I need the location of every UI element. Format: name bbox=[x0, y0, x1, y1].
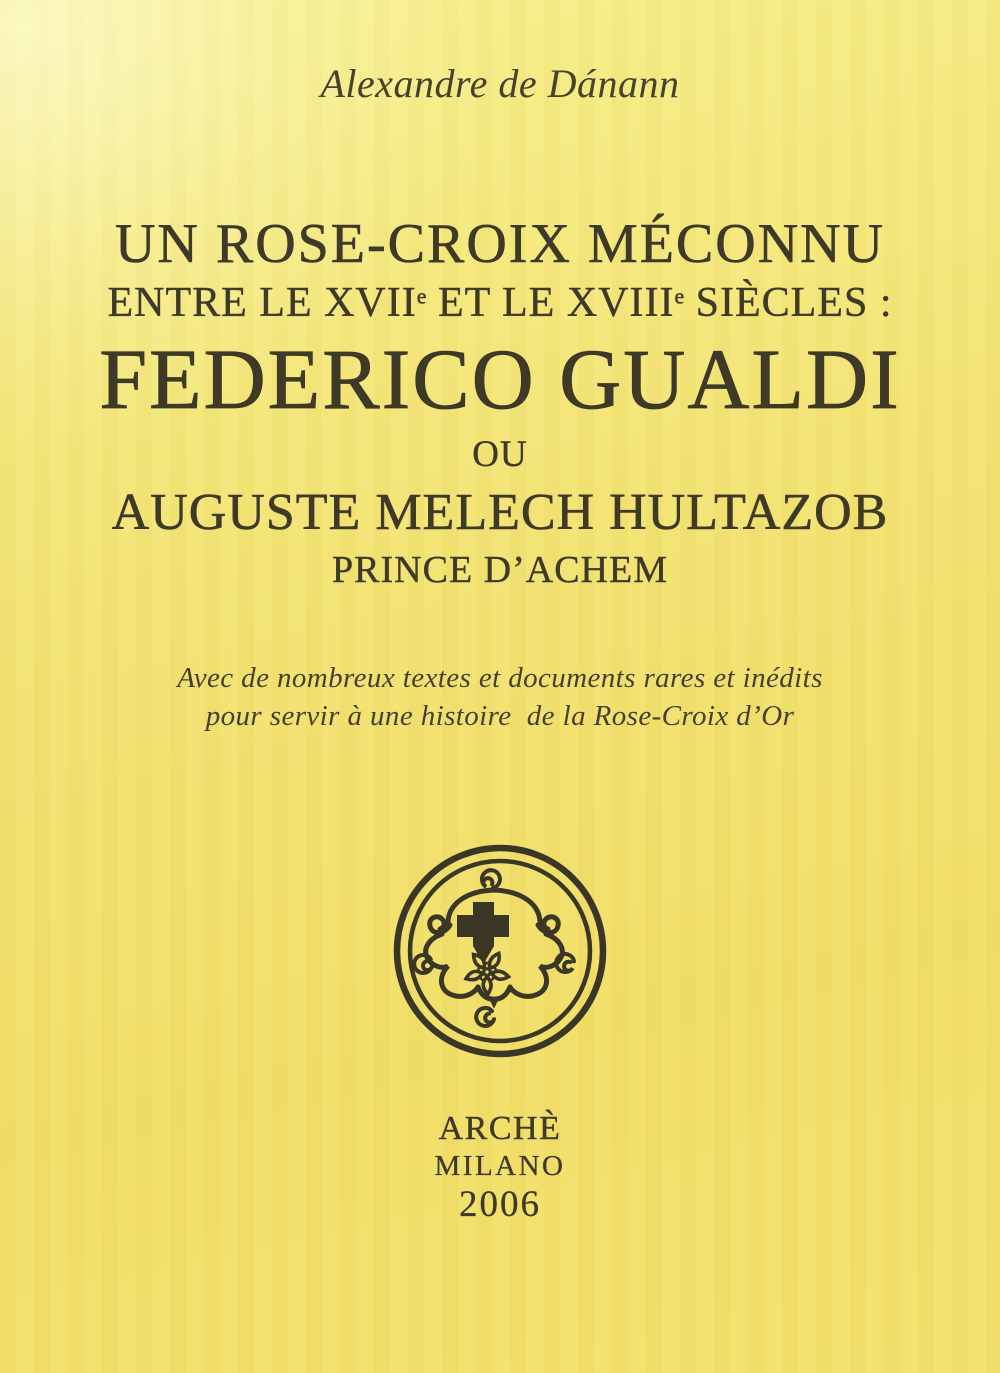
superscript-e-1: e bbox=[416, 284, 427, 309]
title-line-2-mid: ET LE XVIII bbox=[426, 280, 675, 326]
tagline-line-2: pour servir à une histoire de la Rose-Croix d’Or bbox=[205, 700, 795, 732]
author-name: Alexandre de Dánann bbox=[320, 61, 680, 106]
superscript-e-2: e bbox=[674, 284, 685, 309]
rose-cross-seal-icon bbox=[390, 841, 610, 1061]
emblem-rose bbox=[465, 952, 510, 994]
conjunction-ou: OU bbox=[472, 434, 528, 475]
title-line-1: UN ROSE-CROIX MÉCONNU bbox=[114, 213, 886, 275]
publisher-name: ARCHÈ bbox=[438, 1110, 562, 1147]
title-line-2 bbox=[0, 282, 1000, 324]
rank-subtitle: PRINCE D’ACHEM bbox=[332, 549, 668, 591]
publisher-city: MILANO bbox=[434, 1150, 566, 1182]
publication-year: 2006 bbox=[459, 1184, 541, 1225]
emblem-cross bbox=[457, 902, 509, 964]
title-line-2-post: SIÈCLES : bbox=[684, 280, 893, 326]
alternate-title: AUGUSTE MELECH HULTAZOB bbox=[111, 484, 889, 541]
title-line-2-pre: ENTRE LE XVII bbox=[107, 280, 417, 326]
tagline-line-1: Avec de nombreux textes et documents rares et inédits bbox=[177, 662, 823, 694]
main-title: FEDERICO GUALDI bbox=[99, 331, 901, 427]
